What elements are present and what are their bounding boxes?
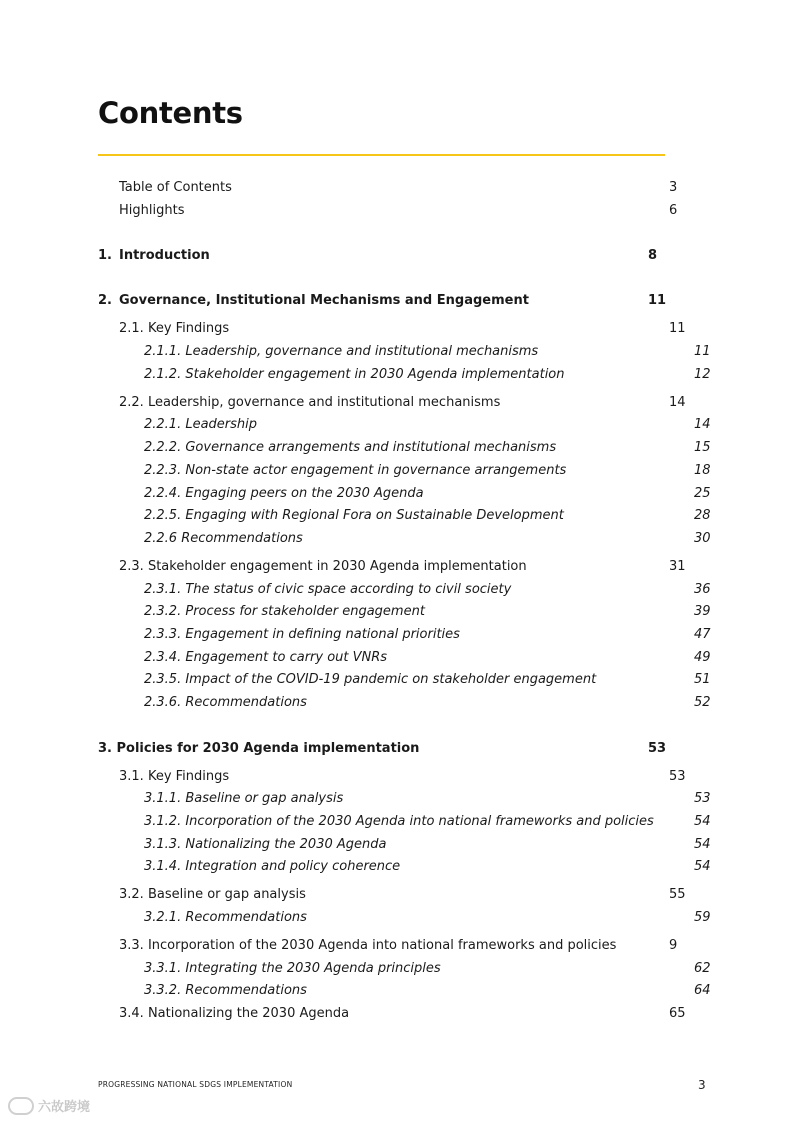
toc-entry-page: 53 bbox=[694, 791, 711, 806]
toc-entry-label bbox=[144, 485, 424, 503]
toc-entry-label bbox=[98, 247, 210, 265]
toc-entry-page: 53 bbox=[648, 741, 667, 756]
toc-entry-label bbox=[119, 394, 500, 412]
toc-entry-title: Policies for 2030 Agenda implementation bbox=[111, 741, 420, 756]
toc-entry-number: 3.1.1. bbox=[144, 791, 182, 806]
toc-entry-title: Engaging peers on the 2030 Agenda bbox=[181, 486, 424, 501]
toc-entry-title: Governance arrangements and institutional mechanisms bbox=[181, 440, 557, 455]
toc-entry-label bbox=[144, 343, 538, 361]
toc-entry-title: Integrating the 2030 Agenda principles bbox=[181, 961, 441, 976]
toc-entry[interactable] bbox=[98, 416, 711, 434]
toc-entry-label bbox=[119, 768, 229, 786]
toc-entry[interactable] bbox=[98, 292, 665, 310]
toc-entry[interactable] bbox=[98, 858, 711, 876]
toc-entry-label bbox=[144, 462, 566, 480]
toc-entry-label bbox=[98, 740, 419, 758]
toc-entry-title: Incorporation of the 2030 Agenda into national frameworks and policies bbox=[181, 814, 654, 829]
footer-title: PROGRESSING NATIONAL SDGS IMPLEMENTATION bbox=[98, 1080, 293, 1089]
toc-entry[interactable] bbox=[98, 247, 665, 265]
toc-entry-label bbox=[144, 790, 343, 808]
toc-entry-title: Leadership bbox=[181, 417, 258, 432]
toc-entry-page: 36 bbox=[694, 582, 711, 597]
toc-entry-number: 1. bbox=[98, 248, 112, 263]
toc-entry-page: 30 bbox=[694, 531, 711, 546]
toc-entry[interactable] bbox=[98, 558, 686, 576]
toc-entry[interactable] bbox=[98, 886, 686, 904]
page-title: Contents bbox=[98, 96, 243, 130]
toc-entry-title: Recommendations bbox=[181, 695, 307, 710]
toc-entry[interactable] bbox=[98, 768, 686, 786]
toc-entry-title: Nationalizing the 2030 Agenda bbox=[181, 837, 387, 852]
toc-entry-page: 6 bbox=[669, 203, 678, 218]
toc-entry[interactable] bbox=[98, 202, 686, 220]
toc-entry-number: 2.3.2. bbox=[144, 604, 182, 619]
toc-entry-number: 2.2.5. bbox=[144, 508, 182, 523]
toc-entry-title: Nationalizing the 2030 Agenda bbox=[143, 1006, 350, 1021]
toc-entry-number: 2.2.2. bbox=[144, 440, 182, 455]
toc-entry-number: 2.1. bbox=[119, 321, 144, 336]
toc-entry-page: 62 bbox=[694, 961, 711, 976]
toc-entry-number: 2.3. bbox=[119, 559, 144, 574]
toc-entry-page: 18 bbox=[694, 463, 711, 478]
toc-entry-label bbox=[119, 558, 527, 576]
toc-entry[interactable] bbox=[98, 462, 711, 480]
toc-entry[interactable] bbox=[98, 740, 665, 758]
toc-entry-page: 51 bbox=[694, 672, 711, 687]
toc-entry-number: 2.3.4. bbox=[144, 650, 182, 665]
toc-entry-page: 28 bbox=[694, 508, 711, 523]
toc-entry-label bbox=[144, 366, 565, 384]
toc-entry[interactable] bbox=[98, 982, 711, 1000]
toc-entry-page: 11 bbox=[648, 293, 667, 308]
toc-entry-page: 53 bbox=[669, 769, 686, 784]
toc-entry[interactable] bbox=[98, 179, 686, 197]
toc-entry-title: Impact of the COVID-19 pandemic on stakeholder engagement bbox=[181, 672, 597, 687]
toc-entry-label bbox=[144, 439, 556, 457]
toc-entry-label bbox=[119, 202, 184, 220]
toc-entry[interactable] bbox=[98, 909, 711, 927]
toc-entry-title: Baseline or gap analysis bbox=[143, 887, 306, 902]
toc-entry[interactable] bbox=[98, 649, 711, 667]
toc-entry-page: 54 bbox=[694, 837, 711, 852]
toc-entry-title: Recommendations bbox=[177, 531, 303, 546]
toc-entry-number: 2.2.6 bbox=[144, 531, 178, 546]
toc-entry-title: Recommendations bbox=[181, 910, 307, 925]
toc-entry[interactable] bbox=[98, 530, 711, 548]
toc-entry-title: Leadership, governance and institutional mechanisms bbox=[143, 395, 501, 410]
toc-entry-number: 2.2.1. bbox=[144, 417, 182, 432]
toc-entry-number: 3.3.2. bbox=[144, 983, 182, 998]
toc-entry-number: 3.1. bbox=[119, 769, 144, 784]
toc-entry-number: 3.1.2. bbox=[144, 814, 182, 829]
toc-entry[interactable] bbox=[98, 343, 711, 361]
toc-entry-page: 31 bbox=[669, 559, 686, 574]
toc-entry-number: 2. bbox=[98, 293, 112, 308]
toc-entry-page: 8 bbox=[648, 248, 658, 263]
toc-entry-number: 2.2.3. bbox=[144, 463, 182, 478]
toc-entry-number: 2.1.2. bbox=[144, 367, 182, 382]
toc-entry[interactable] bbox=[98, 836, 711, 854]
toc-entry-page: 49 bbox=[694, 650, 711, 665]
toc-entry-number: 3.3. bbox=[119, 938, 144, 953]
watermark-logo-icon bbox=[8, 1097, 34, 1115]
toc-entry-page: 64 bbox=[694, 983, 711, 998]
toc-entry-page: 47 bbox=[694, 627, 711, 642]
toc-entry-title: Non-state actor engagement in governance arrangements bbox=[181, 463, 567, 478]
toc-entry-title: Leadership, governance and institutional mechanisms bbox=[181, 344, 539, 359]
toc-entry-label bbox=[119, 886, 306, 904]
toc-entry-title: Table of Contents bbox=[119, 180, 232, 195]
toc-entry-number: 2.3.5. bbox=[144, 672, 182, 687]
toc-entry[interactable] bbox=[98, 790, 711, 808]
toc-entry-label bbox=[144, 836, 386, 854]
toc-entry-title: Integration and policy coherence bbox=[181, 859, 401, 874]
toc-entry-number: 3.1.4. bbox=[144, 859, 182, 874]
toc-entry-number: 2.2.4. bbox=[144, 486, 182, 501]
toc-entry[interactable] bbox=[98, 694, 711, 712]
toc-entry-page: 25 bbox=[694, 486, 711, 501]
toc-entry-title: Recommendations bbox=[181, 983, 307, 998]
toc-entry-title: Stakeholder engagement in 2030 Agenda implementation bbox=[143, 559, 527, 574]
toc-entry-number: 3.1.3. bbox=[144, 837, 182, 852]
toc-entry-title: Highlights bbox=[119, 203, 185, 218]
toc-entry-number: 3.3.1. bbox=[144, 961, 182, 976]
toc-entry-number: 2.3.6. bbox=[144, 695, 182, 710]
toc-entry[interactable] bbox=[98, 581, 711, 599]
toc-entry-label bbox=[144, 626, 460, 644]
toc-entry-title: Engagement in defining national priorities bbox=[181, 627, 460, 642]
toc-entry-label bbox=[144, 416, 257, 434]
watermark-text: 六故跨境 bbox=[38, 1100, 91, 1115]
toc-entry-label bbox=[144, 603, 425, 621]
toc-entry-number: 2.3.3. bbox=[144, 627, 182, 642]
toc-entry-number: 3. bbox=[98, 741, 112, 756]
toc-entry-page: 39 bbox=[694, 604, 711, 619]
toc-entry[interactable] bbox=[98, 626, 711, 644]
toc-entry-title: Key Findings bbox=[143, 321, 230, 336]
toc-entry-page: 14 bbox=[669, 395, 686, 410]
toc-entry-page: 11 bbox=[694, 344, 711, 359]
toc-entry-label bbox=[144, 813, 654, 831]
toc-entry-label bbox=[119, 937, 616, 955]
toc-entry[interactable] bbox=[98, 937, 686, 955]
watermark bbox=[8, 1096, 90, 1115]
toc-entry[interactable] bbox=[98, 603, 711, 621]
toc-entry-label bbox=[144, 960, 441, 978]
toc-entry-label bbox=[144, 982, 307, 1000]
toc-entry-title: Governance, Institutional Mechanisms and Engagement bbox=[119, 293, 529, 308]
toc-entry-page: 55 bbox=[669, 887, 686, 902]
toc-entry-title: Process for stakeholder engagement bbox=[181, 604, 425, 619]
toc-entry-page: 54 bbox=[694, 814, 711, 829]
toc-entry[interactable] bbox=[98, 394, 686, 412]
toc-entry-number: 3.2.1. bbox=[144, 910, 182, 925]
toc-entry[interactable] bbox=[98, 960, 711, 978]
toc-entry-page: 52 bbox=[694, 695, 711, 710]
toc-entry-label bbox=[144, 649, 387, 667]
toc-entry-page: 59 bbox=[694, 910, 711, 925]
toc-entry-title: The status of civic space according to civil society bbox=[181, 582, 512, 597]
toc-entry-label bbox=[144, 694, 307, 712]
toc-entry-number: 2.2. bbox=[119, 395, 144, 410]
toc-entry[interactable] bbox=[98, 671, 711, 689]
toc-entry[interactable] bbox=[98, 320, 686, 338]
toc-entry-label bbox=[119, 1005, 349, 1023]
toc-entry-label bbox=[144, 507, 564, 525]
page-number: 3 bbox=[698, 1078, 706, 1092]
toc-entry-title: Incorporation of the 2030 Agenda into national frameworks and policies bbox=[143, 938, 617, 953]
toc-entry-label bbox=[144, 671, 596, 689]
toc-entry[interactable] bbox=[98, 439, 711, 457]
toc-entry-page: 9 bbox=[669, 938, 678, 953]
toc-entry-title: Baseline or gap analysis bbox=[181, 791, 344, 806]
toc-entry-label bbox=[144, 530, 303, 548]
toc-entry[interactable] bbox=[98, 813, 711, 831]
toc-entry-page: 3 bbox=[669, 180, 678, 195]
toc-entry-label bbox=[144, 581, 511, 599]
toc-entry-label bbox=[144, 909, 307, 927]
toc-entry[interactable] bbox=[98, 366, 711, 384]
toc-entry-label bbox=[144, 858, 400, 876]
toc-entry-page: 15 bbox=[694, 440, 711, 455]
toc-entry[interactable] bbox=[98, 485, 711, 503]
toc-entry-page: 11 bbox=[669, 321, 686, 336]
toc-entry-number: 2.3.1. bbox=[144, 582, 182, 597]
toc-entry[interactable] bbox=[98, 1005, 686, 1023]
toc-entry-number: 3.4. bbox=[119, 1006, 144, 1021]
toc-entry-title: Stakeholder engagement in 2030 Agenda implementation bbox=[181, 367, 565, 382]
toc-entry-page: 65 bbox=[669, 1006, 686, 1021]
toc-entry-title: Introduction bbox=[119, 248, 210, 263]
toc-entry-title: Engagement to carry out VNRs bbox=[181, 650, 388, 665]
title-divider bbox=[98, 154, 665, 156]
toc-entry-page: 54 bbox=[694, 859, 711, 874]
toc-entry-label bbox=[98, 292, 529, 310]
toc-entry-title: Engaging with Regional Fora on Sustainable Development bbox=[181, 508, 564, 523]
toc-entry-label bbox=[119, 320, 229, 338]
toc-entry-number: 2.1.1. bbox=[144, 344, 182, 359]
toc-entry-page: 12 bbox=[694, 367, 711, 382]
toc-entry-page: 14 bbox=[694, 417, 711, 432]
toc-entry-label bbox=[119, 179, 232, 197]
toc-entry-title: Key Findings bbox=[143, 769, 230, 784]
toc-entry[interactable] bbox=[98, 507, 711, 525]
toc-entry-number: 3.2. bbox=[119, 887, 144, 902]
